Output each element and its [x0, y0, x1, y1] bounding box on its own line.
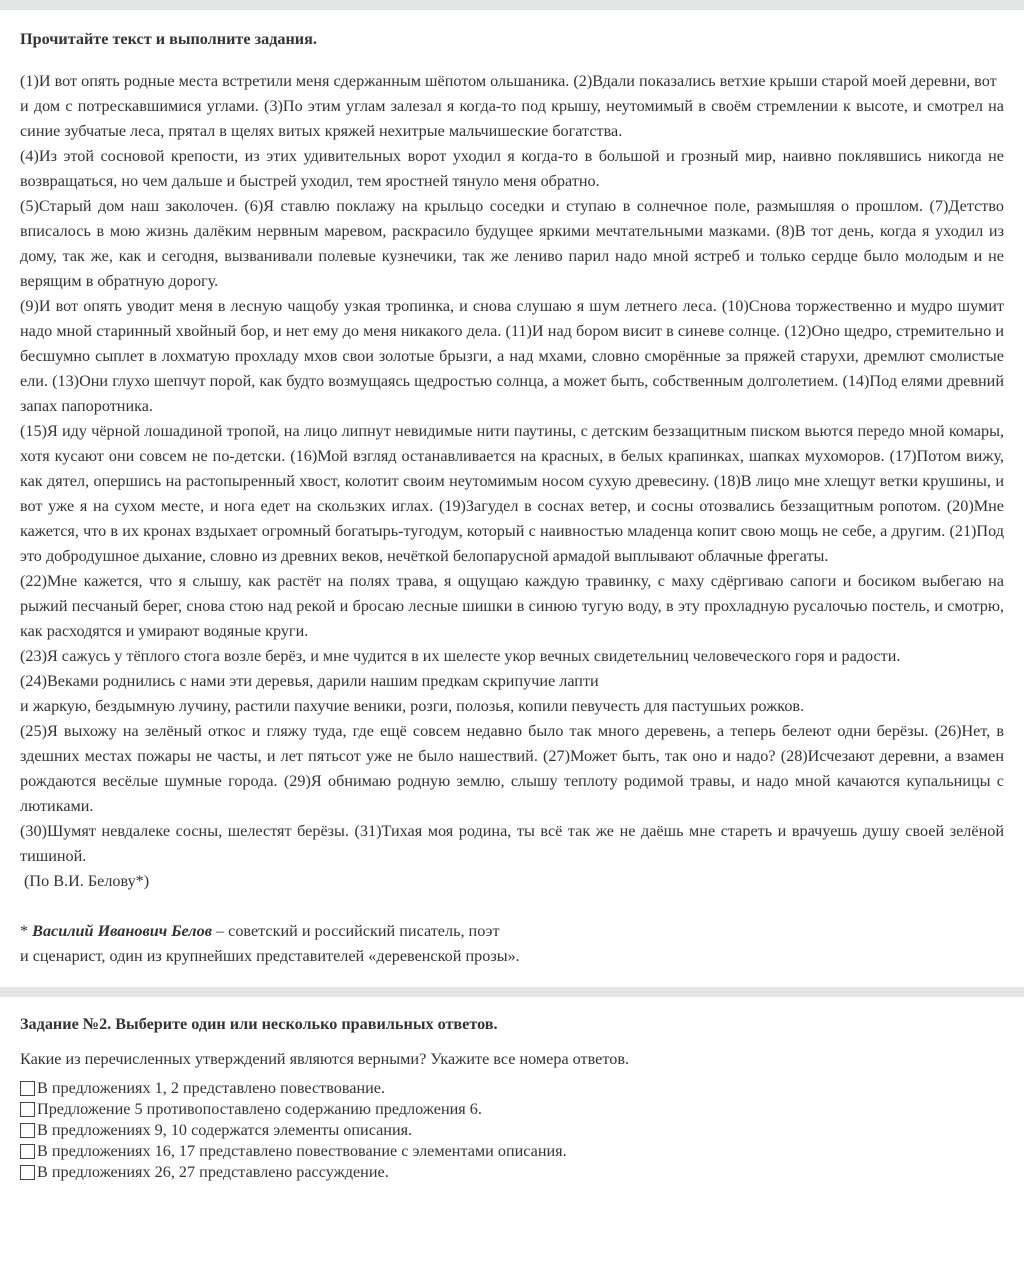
option-label-2: Предложение 5 противопоставлено содержанию предложения 6.: [37, 1100, 482, 1118]
task-heading: Задание №2. Выберите один или несколько правильных ответов.: [20, 1015, 498, 1033]
section-separator: [0, 987, 1024, 997]
paragraph-3: (5)Старый дом наш заколочен. (6)Я ставлю поклажу на крыльцо соседки и ступаю в солнечное поле, размышляя о прошлом. (7)Детство вписалось в мою жизнь далёким нервным маревом, раскрасило будущее яркими мечтательными мазками. (8)В тот день, когда я уходил из дому, так же, как и сегодня, вызванивали полевые кузнечики, так же лениво парил надо мной ястреб и только сердце было молодым и не верящим в обратную дорогу.: [20, 197, 1004, 290]
paragraph-1b: и дом с потрескавшимися углами. (3)По этим углам залезал я когда-то под крышу, неутомимый в своём стремлении к высоте, и смотрел на синие зубчатые леса, прятал в щелях витых кряжей нехитрые мальчишеские богатства.: [20, 97, 1004, 140]
answer-option-2[interactable]: [20, 1099, 1004, 1120]
paragraph-9: (25)Я выхожу на зелёный откос и гляжу туда, где ещё совсем недавно было так много деревень, а теперь белеют одни берёзы. (26)Нет, в здешних местах пожары не часты, и лет пятьсот уже не было нашествий. (27)Может быть, так оно и надо? (28)Исчезают деревни, а взамен рождаются весёлые шумные города. (29)Я обнимаю родную землю, слышу теплоту родимой травы, и надо мной качаются купальницы с лютиками.: [20, 722, 1004, 815]
answer-options: [20, 1078, 1004, 1183]
checkbox-3[interactable]: [20, 1123, 35, 1138]
reading-text: [20, 69, 1004, 894]
footnote-rest-1: – советский и российский писатель, поэт: [211, 922, 500, 940]
paragraph-5: (15)Я иду чёрной лошадиной тропой, на лицо липнут невидимые нити паутины, с детским беззащитным писком вьются передо мной комары, хотя кусают они совсем не по-детски. (16)Мой взгляд останавливается на красных, в белых крапинках, шапках мухоморов. (17)Потом вижу, как дятел, опершись на растопыренный хвост, колотит своим неутомимым носом сухую древесину. (18)В лицо мне хлещут ветки крушины, и вот уже я на сухом месте, и нога едет на скользких иглах. (19)Загудел в соснах ветер, и сосны отозвались беззащитным ропотом. (20)Мне кажется, что в их кронах вздыхает огромный богатырь-тугодум, который с наивностью младенца копит свою мощь не себе, а другим. (21)Под это добродушное дыхание, словно из древних веков, нечёткой белопарусной армадой выплывают облачные фрегаты.: [20, 422, 1004, 565]
answer-option-3[interactable]: [20, 1120, 1004, 1141]
option-label-1: В предложениях 1, 2 представлено повествование.: [37, 1079, 386, 1097]
answer-option-4[interactable]: [20, 1141, 1004, 1162]
checkbox-1[interactable]: [20, 1081, 35, 1096]
reading-heading: Прочитайте текст и выполните задания.: [20, 30, 317, 48]
top-separator: [0, 0, 1024, 10]
reading-section: [0, 10, 1024, 969]
footnote-star: *: [20, 922, 33, 940]
author-name: Василий Иванович Белов: [32, 922, 212, 940]
checkbox-4[interactable]: [20, 1144, 35, 1159]
paragraph-1a: (1)И вот опять родные места встретили меня сдержанным шёпотом ольшаника. (2)Вдали показались ветхие крыши старой моей деревни, вот: [20, 72, 997, 90]
option-label-3: В предложениях 9, 10 содержатся элементы описания.: [37, 1121, 413, 1139]
task-question: Какие из перечисленных утверждений являются верными? Укажите все номера ответов.: [20, 1050, 630, 1068]
paragraph-7: (23)Я сажусь у тёплого стога возле берёз, и мне чудится в их шелесте укор вечных свидетельниц человеческого горя и радости.: [20, 647, 901, 665]
footnote: [20, 919, 1004, 969]
footnote-line-1: [20, 919, 1004, 944]
answer-option-5[interactable]: [20, 1162, 1004, 1183]
paragraph-10: (30)Шумят невдалеке сосны, шелестят берёзы. (31)Тихая моя родина, ты всё так же не даёшь мне стареть и врачуешь душу своей зелёной тишиной.: [20, 822, 1004, 865]
paragraph-8a: (24)Веками роднились с нами эти деревья, дарили нашим предкам скрипучие лапти: [20, 672, 599, 690]
option-label-5: В предложениях 26, 27 представлено рассуждение.: [37, 1163, 389, 1181]
checkbox-5[interactable]: [20, 1165, 35, 1180]
answer-option-1[interactable]: [20, 1078, 1004, 1099]
paragraph-6: (22)Мне кажется, что я слышу, как растёт на полях трава, я ощущаю каждую травинку, с маху сдёргиваю сапоги и босиком выбегаю на рыжий песчаный берег, снова стою над рекой и бросаю лесные шишки в синюю тугую воду, в эту прохладную русалочью постель, и смотрю, как расходятся и умирают водяные круги.: [20, 572, 1004, 640]
task-section: [0, 997, 1024, 1183]
paragraph-4: (9)И вот опять уводит меня в лесную чащобу узкая тропинка, и снова слушаю я шум летнего леса. (10)Снова торжественно и мудро шумит надо мной старинный хвойный бор, и нет ему до меня никакого дела. (11)И над бором висит в синеве солнце. (12)Оно щедро, стремительно и бесшумно сыплет в лохматую прохладу мхов свои золотые брызги, а над мхами, словно сморённые за пряжей старухи, дремлют смолистые ели. (13)Они глухо шепчут порой, как будто возмущаясь щедростью солнца, а может быть, собственным долголетием. (14)Под елями древний запах папоротника.: [20, 297, 1004, 415]
checkbox-2[interactable]: [20, 1102, 35, 1117]
source-attribution: (По В.И. Белову*): [24, 872, 150, 890]
paragraph-2: (4)Из этой сосновой крепости, из этих удивительных ворот уходил я когда-то в большой и грозный мир, наивно поклявшись никогда не возвращаться, но чем дальше и быстрей уходил, тем яростней тянуло меня обратно.: [20, 147, 1004, 190]
paragraph-8b: и жаркую, бездымную лучину, растили пахучие веники, розги, полозья, копили певучесть для пастушьих рожков.: [20, 697, 805, 715]
option-label-4: В предложениях 16, 17 представлено повествование с элементами описания.: [37, 1142, 567, 1160]
footnote-line-2: и сценарист, один из крупнейших представителей «деревенской прозы».: [20, 947, 520, 965]
